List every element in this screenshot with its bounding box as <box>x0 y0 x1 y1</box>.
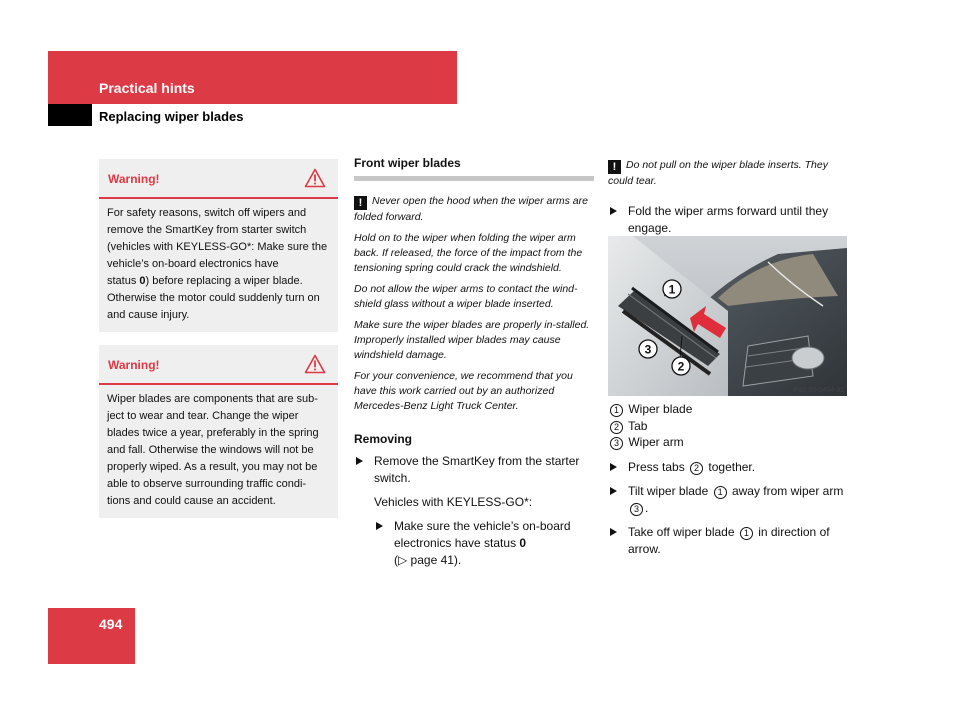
warning-line: blades twice a year, preferably in the spring <box>107 427 319 439</box>
note-paragraph: Make sure the wiper blades are properly in-stalled. Improperly installed wiper blades may cause windshield damage. <box>354 319 590 361</box>
legend-item <box>608 401 848 418</box>
circle-number: 3 <box>610 437 623 450</box>
heading-rule <box>354 176 594 181</box>
warning-triangle-icon <box>304 168 326 188</box>
step-text: Take off wiper blade <box>628 524 735 539</box>
warning-line: and fall. Otherwise the windows will not be <box>107 444 314 456</box>
warning-box-wear <box>99 345 338 518</box>
warning-box-safety <box>99 159 338 332</box>
bullet-arrow-icon <box>610 463 617 471</box>
bullet-arrow-icon <box>610 487 617 495</box>
warning-line: tions and could cause an accident. <box>107 495 276 507</box>
legend-item <box>608 418 848 435</box>
legend-label: Tab <box>628 418 648 433</box>
circle-number: 1 <box>740 527 753 540</box>
step-text: in direction of arrow. <box>628 524 830 556</box>
wiper-photo <box>608 236 847 396</box>
callout-1-label: 1 <box>668 282 676 297</box>
note-paragraph: Hold on to the wiper when folding the wiper arm back. If released, the force of the impact from the tensioning spring could crack the windshield. <box>354 232 583 274</box>
legend-and-steps <box>608 401 848 558</box>
warning-line: (vehicles with KEYLESS-GO*: Make sure the <box>107 241 328 253</box>
step-text: Tilt wiper blade <box>628 483 709 498</box>
bullet-arrow-icon <box>376 522 383 530</box>
note-paragraph: For your convenience, we recommend that you have this work carried out by an authorized Mercedes-Benz Light Truck Center. <box>354 370 573 412</box>
subsection-title: Replacing wiper blades <box>99 109 244 124</box>
circle-number: 2 <box>610 421 623 434</box>
step-take-off-blade <box>608 524 848 558</box>
legend-item <box>608 434 848 451</box>
warning-line: For safety reasons, switch off wipers and <box>107 207 307 219</box>
step-remove-smartkey <box>354 453 594 487</box>
step-check-electronics <box>374 518 594 569</box>
exclamation-icon: ! <box>354 196 367 210</box>
note-paragraph: Do not allow the wiper arms to contact the wind-shield glass without a wiper blade inserted. <box>354 283 578 310</box>
step-fold-arms <box>608 203 848 237</box>
hood-notice <box>354 194 594 225</box>
front-wiper-column <box>354 156 594 569</box>
header-marker <box>48 104 92 126</box>
warning-header <box>99 345 338 385</box>
step-text: Fold the wiper arms forward until they engage. <box>628 204 829 235</box>
warning-line: and cause injury. <box>107 309 190 321</box>
exclamation-icon: ! <box>608 160 621 174</box>
circle-number: 3 <box>630 503 643 516</box>
status-value: 0 <box>519 536 527 550</box>
bullet-arrow-icon <box>610 528 617 536</box>
instructions-column <box>608 158 848 237</box>
circle-number: 1 <box>714 486 727 499</box>
hood-notice-text: Never open the hood when the wiper arms are folded forward. <box>354 195 588 223</box>
section-title: Practical hints <box>99 80 195 96</box>
page-number: 494 <box>99 616 123 632</box>
warning-line: able to observe surrounding traffic condi- <box>107 478 307 490</box>
step-tilt-blade <box>608 483 848 517</box>
bullet-arrow-icon <box>356 457 363 465</box>
removing-heading: Removing <box>354 432 413 446</box>
front-wiper-heading: Front wiper blades <box>354 156 461 170</box>
warning-line: Otherwise the motor could suddenly turn on <box>107 292 320 304</box>
insert-notice <box>608 158 848 189</box>
warning-line: vehicle’s on-board electronics have <box>107 258 279 270</box>
insert-notice-text: Do not pull on the wiper blade inserts. They could tear. <box>608 159 828 187</box>
step-text: . <box>645 500 649 515</box>
warning-text <box>99 385 338 518</box>
warning-line: ject to wear and tear. Change the wiper <box>107 410 299 422</box>
photo-code: P82.30-2404-31 <box>793 387 844 394</box>
step-text: Press tabs <box>628 459 685 474</box>
warning-line: properly wiped. As a result, you may not be <box>107 461 318 473</box>
step-text: together. <box>708 459 756 474</box>
legend-label: Wiper blade <box>628 402 693 416</box>
bullet-arrow-icon <box>610 207 617 215</box>
step-text: away from wiper arm <box>731 483 844 498</box>
warning-title: Warning! <box>108 172 160 186</box>
warning-line: remove the SmartKey from starter switch <box>107 224 307 236</box>
circle-number: 1 <box>610 404 623 417</box>
step-text: Make sure the vehicle’s on-board electronics have status <box>394 519 571 550</box>
step-text: Remove the SmartKey from the starter switch. <box>374 454 580 485</box>
warning-line: status 0) before replacing a wiper blade. <box>107 275 303 287</box>
warning-triangle-icon <box>304 354 326 374</box>
warning-line: Wiper blades are components that are sub- <box>107 393 318 405</box>
header-band <box>48 51 457 104</box>
legend-label: Wiper arm <box>628 435 684 449</box>
warning-header <box>99 159 338 199</box>
warning-title: Warning! <box>108 358 160 372</box>
callout-3-label: 3 <box>644 342 652 357</box>
callout-2-label: 2 <box>677 359 685 374</box>
step-press-tabs <box>608 459 848 476</box>
warning-text <box>99 199 338 332</box>
circle-number: 2 <box>690 462 703 475</box>
page-reference: (▷ page 41). <box>394 553 462 567</box>
keyless-label: Vehicles with KEYLESS-GO*: <box>374 495 533 509</box>
